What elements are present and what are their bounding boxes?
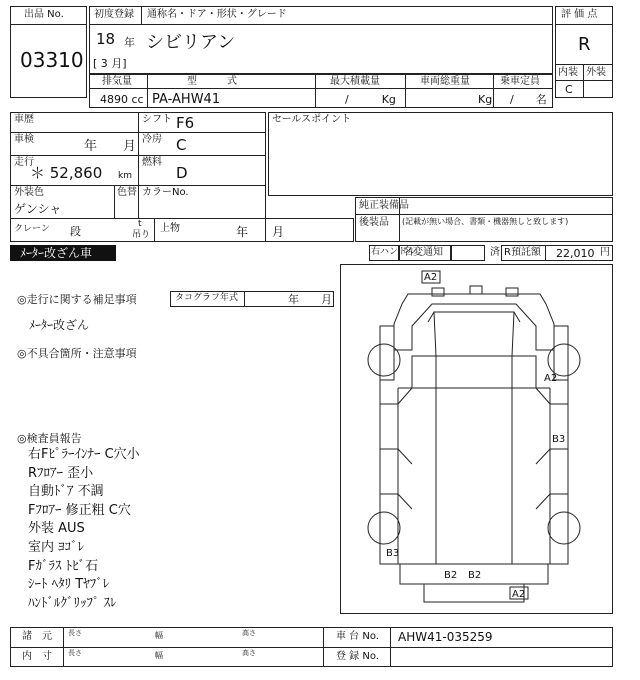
model-code-label: 型 式 xyxy=(187,76,237,87)
crane-stage: 段 xyxy=(70,225,81,238)
aftermarket-label: 後装品 xyxy=(359,217,389,228)
inspector-label: ◎検査員報告 xyxy=(17,432,82,445)
cab-outline xyxy=(394,294,554,350)
chassis-label: 車 台 No. xyxy=(336,631,379,642)
interior-label: 内装 xyxy=(558,67,578,78)
mileage-value: ＊ 52,860 xyxy=(30,164,103,182)
max-load-label: 最大積載量 xyxy=(330,76,380,87)
first-reg-label: 初度登録 xyxy=(94,9,134,20)
front-left-wheel xyxy=(368,344,400,376)
inner-height-label: 高さ xyxy=(242,649,256,657)
damage-mark: B3 xyxy=(386,548,400,559)
shift-label: シフト xyxy=(142,114,172,125)
front-right-wheel xyxy=(548,344,580,376)
dimensions-label: 諸 元 xyxy=(22,631,52,642)
recycle-value: 22,010 xyxy=(556,247,595,260)
lot-number: 03310 xyxy=(20,48,84,72)
aircon-value: C xyxy=(176,136,187,154)
inspector-line: 右Fﾋﾟﾗｰｲﾝﾅｰ C穴小 xyxy=(28,447,140,462)
chassis-value: AHW41-035259 xyxy=(398,630,493,644)
max-load-value: / Kg xyxy=(345,93,396,106)
gross-weight-value: Kg xyxy=(478,93,493,106)
inspector-line: 外装 AUS xyxy=(28,521,85,537)
windshield xyxy=(434,312,514,356)
lot-label: 出品 No. xyxy=(24,9,64,20)
inspector-line: ｼｰﾄ ﾍﾀﾘ Tﾔﾌﾞﾚ xyxy=(28,577,110,593)
first-reg-year: 18 xyxy=(96,30,116,48)
damage-mark: B3 xyxy=(552,434,566,445)
rear-left-wheel xyxy=(368,512,400,544)
inspector-line: 室内 ﾖｺﾞﾚ xyxy=(28,540,85,555)
roof-marker xyxy=(432,288,444,296)
truck-body-diagram xyxy=(340,264,613,614)
defects-label: ◎不具合箇所・注意事項 xyxy=(17,347,137,360)
gross-weight-label: 車両総重量 xyxy=(420,76,470,87)
inspector-line: Rﾌﾛｱｰ 歪小 xyxy=(28,465,94,481)
inspector-line: ﾊﾝﾄﾞﾙｸﾞﾘｯﾌﾟ ｽﾚ xyxy=(28,595,117,611)
fuel-label: 燃料 xyxy=(142,157,162,168)
inner-dimensions-label: 内 寸 xyxy=(22,651,52,662)
name-change-label: 名変通知 xyxy=(403,247,443,258)
interior-score: C xyxy=(565,83,573,96)
damage-mark: B2 xyxy=(444,570,458,581)
displacement-value: 4890 cc xyxy=(100,93,144,106)
recycle-label: R預託額 xyxy=(504,247,541,258)
inspector-line: 自動ﾄﾞｱ 不調 xyxy=(28,484,104,500)
model-name: シビリアン xyxy=(146,32,236,53)
damage-mark: B2 xyxy=(468,570,482,581)
damage-mark: A2 xyxy=(424,272,438,283)
model-code-value: PA-AHW41 xyxy=(152,92,221,107)
history-label: 車歴 xyxy=(14,114,34,125)
first-reg-month: [ 3 月] xyxy=(93,57,127,70)
inspector-line: Fｶﾞﾗｽ ﾄﾋﾞ石 xyxy=(28,558,99,574)
driving-remarks-label: ◎走行に関する補足事項 xyxy=(17,293,137,306)
aftermarket-note: (記載が無い場合、書類・機器無しと致します) xyxy=(402,217,569,226)
aircon-label: 冷房 xyxy=(142,134,162,145)
color-value: ゲンシャ xyxy=(14,202,62,216)
capacity-label: 乗車定員 xyxy=(500,76,540,87)
crane-label: クレーン xyxy=(14,224,50,234)
right-hand-label: 右ハンドル xyxy=(371,247,417,257)
mileage-unit: km xyxy=(118,171,132,181)
score-label: 評 価 点 xyxy=(561,9,598,20)
score-value: R xyxy=(578,34,591,55)
model-name-label: 通称名・ドア・形状・グレード xyxy=(147,9,287,20)
displacement-label: 排気量 xyxy=(102,76,132,87)
color-change-label: 色替 xyxy=(117,187,137,198)
height-label: 高さ xyxy=(242,629,256,637)
fuel-value: D xyxy=(176,164,188,182)
inner-width-label: 幅 xyxy=(155,651,163,660)
tachograph-label: タコグラフ年式 xyxy=(175,293,239,303)
width-label: 幅 xyxy=(155,631,163,640)
rear-right-wheel xyxy=(548,512,580,544)
crane-lift: 吊り xyxy=(132,230,151,240)
sales-points-label: セールスポイント xyxy=(272,114,352,125)
damage-mark: A2 xyxy=(544,373,558,384)
top-label: 上物 xyxy=(160,223,180,234)
top-value: 年 月 xyxy=(236,225,285,239)
genuine-equipment-label: 純正装備品 xyxy=(359,200,409,211)
capacity-value: / 名 xyxy=(510,93,547,106)
color-code-label: カラーNo. xyxy=(142,187,189,198)
tachograph-value: 年 月 xyxy=(288,293,332,306)
recycle-unit: 円 xyxy=(600,247,610,258)
inspection-value: 年 月 xyxy=(84,139,137,154)
crane-ton: t xyxy=(138,219,142,229)
color-label: 外装色 xyxy=(14,187,44,198)
recycle-mark: 済 xyxy=(490,247,500,258)
inspector-line: Fﾌﾛｱｰ 修正粗 C穴 xyxy=(28,502,131,518)
year-unit: 年 xyxy=(124,36,135,49)
tampered-banner: ﾒｰﾀｰ改ざん車 xyxy=(10,245,116,261)
shift-value: F6 xyxy=(176,114,195,132)
driving-note: ﾒｰﾀｰ改ざん xyxy=(29,318,90,332)
damage-mark: A2 xyxy=(512,589,526,600)
inner-length-label: 長さ xyxy=(68,649,82,657)
mileage-label: 走行 xyxy=(14,157,34,168)
inspection-label: 車検 xyxy=(14,134,34,145)
exterior-label: 外装 xyxy=(586,67,606,78)
length-label: 長さ xyxy=(68,629,82,637)
name-change-value xyxy=(451,245,485,261)
registration-label: 登 録 No. xyxy=(336,651,379,662)
